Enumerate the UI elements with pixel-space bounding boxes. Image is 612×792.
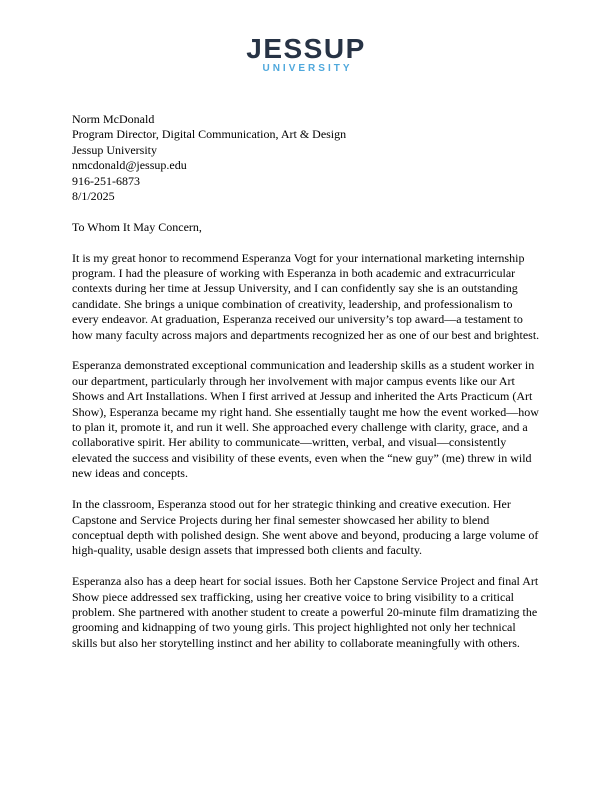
sender-email: nmcdonald@jessup.edu <box>72 158 187 173</box>
sender-organization: Jessup University <box>72 142 157 157</box>
logo-subtitle: UNIVERSITY <box>262 63 353 74</box>
logo-wordmark: JESSUP <box>246 33 366 64</box>
paragraph-classroom: In the classroom, Esperanza stood out for her strategic thinking and creative execution. Her Capstone and Service Projects during her final semester showcased her ability to blend conceptual depth with polished design. She went above and beyond, producing a large volume of high-quality, usable design assets that impressed both clients and faculty. <box>72 497 539 558</box>
sender-block <box>72 112 541 204</box>
paragraph-communication-leadership: Esperanza demonstrated exceptional communication and leadership skills as a student worker in our department, particularly through her involvement with major campus events like our Art Shows and Art Installations. When I first arrived at Jessup and inherited the Arts Practicum (Art Show), Esperanza became my right hand. She essentially taught me how the event worked—how to plan it, promote it, and run it well. She approached every challenge with clarity, grace, and a collaborative spirit. Her ability to communicate—written, verbal, and visual—consistently elevated the success and visibility of these events, even when the “new guy” (me) threw in wild new ideas and concepts. <box>72 358 539 481</box>
sender-phone: 916-251-6873 <box>72 173 140 188</box>
letter-body <box>72 112 541 651</box>
sender-name: Norm McDonald <box>72 112 155 126</box>
jessup-logo <box>0 0 612 74</box>
greeting: To Whom It May Concern, <box>72 219 202 234</box>
sender-title: Program Director, Digital Communication, Art & Design <box>72 127 347 142</box>
paragraph-introduction: It is my great honor to recommend Esperanza Vogt for your international marketing internship program. I had the pleasure of working with Esperanza in both academic and extracurricular contexts during her time at Jessup University, and I can confidently say she is an outstanding candidate. She brings a unique combination of creativity, leadership, and professionalism to every endeavor. At graduation, Esperanza received our university’s top award—a testament to how many faculty across majors and departments recognized her as one of our best and brightest. <box>72 250 540 342</box>
letter-date: 8/1/2025 <box>72 189 115 204</box>
paragraph-social-issues: Esperanza also has a deep heart for social issues. Both her Capstone Service Project and final Art Show piece addressed sex trafficking, using her creative voice to bring visibility to a critical problem. She partnered with another student to create a powerful 20-minute film dramatizing the grooming and kidnapping of two young girls. This project highlighted not only her technical skills but also her storytelling instinct and her ability to collaborate meaningfully with others. <box>72 574 539 650</box>
